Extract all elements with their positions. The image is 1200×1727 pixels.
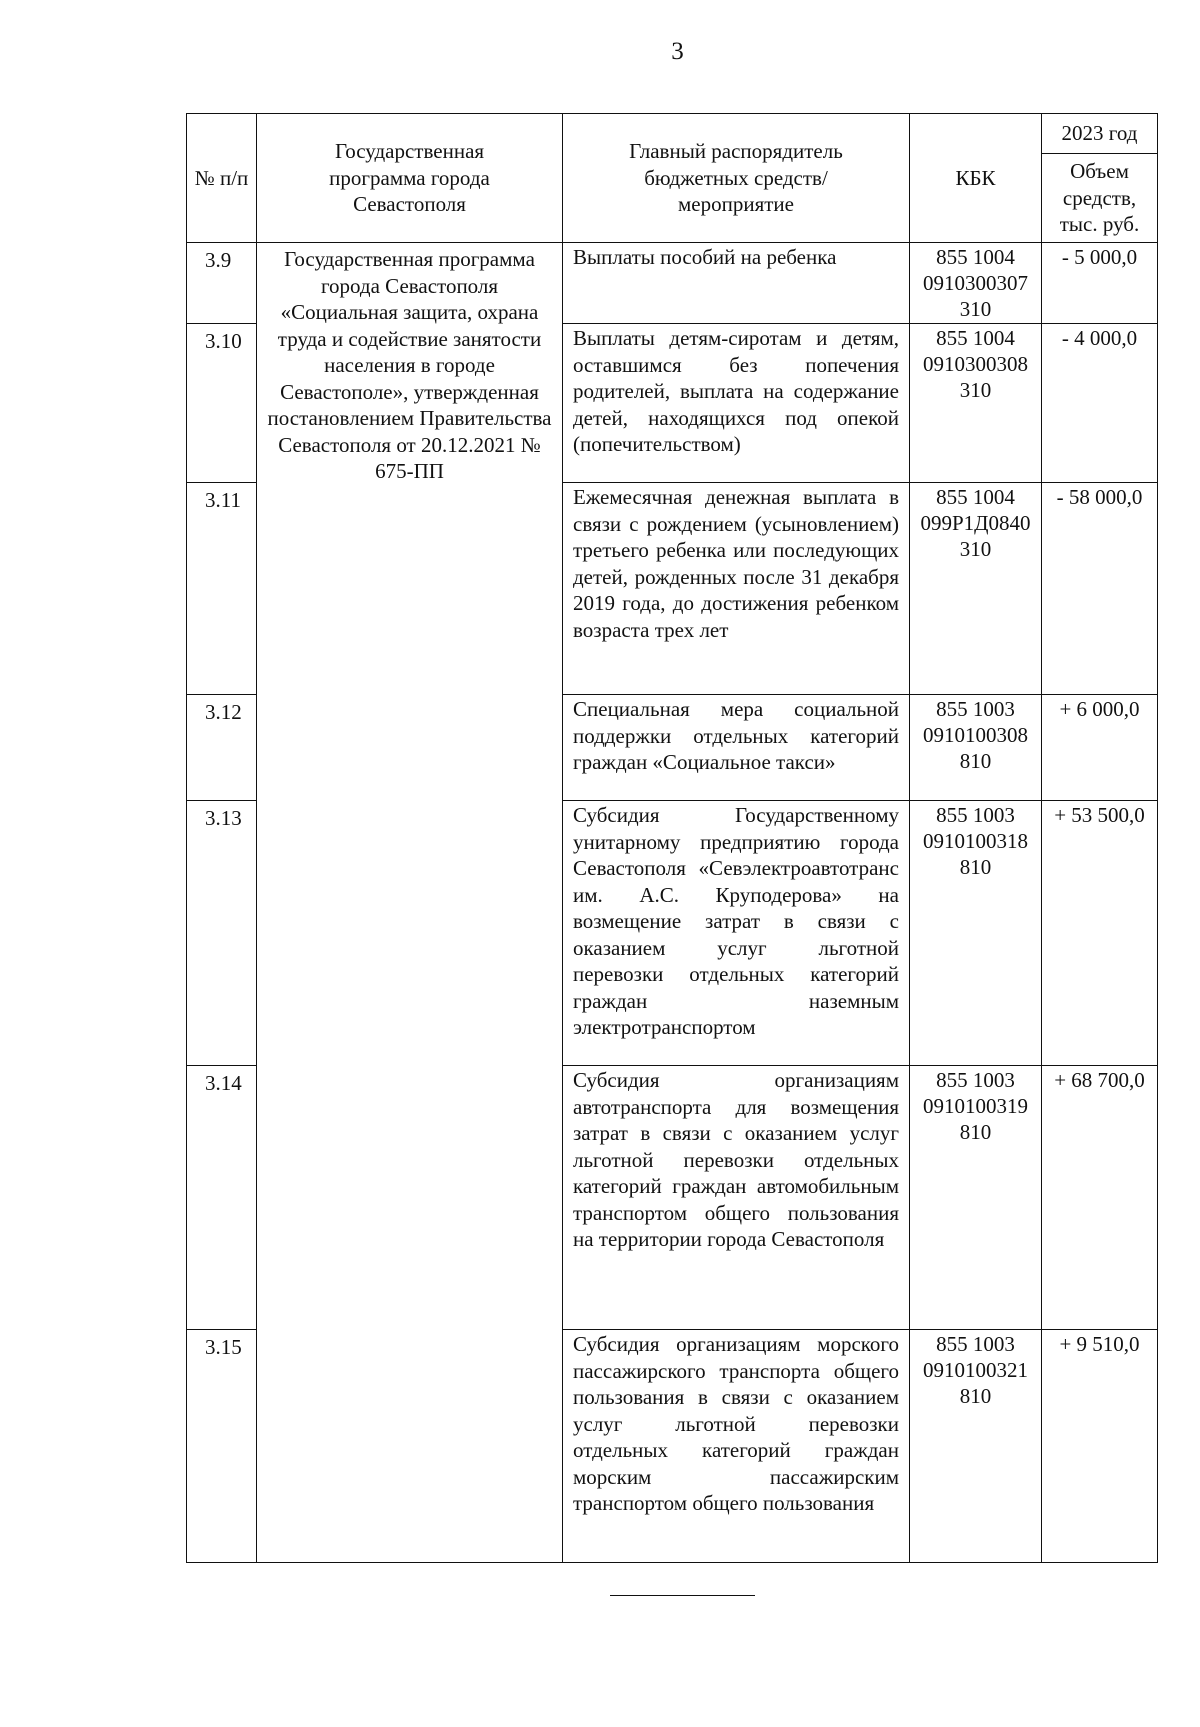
kbk-line: 855 1004 bbox=[936, 485, 1015, 509]
amount-cell: - 5 000,0 bbox=[1042, 243, 1158, 324]
kbk-cell bbox=[910, 483, 1042, 695]
row-number: 3.15 bbox=[187, 1330, 257, 1563]
kbk-line: 310 bbox=[959, 537, 992, 561]
header-volume: Объем средств, тыс. руб. bbox=[1042, 154, 1158, 243]
budget-table bbox=[186, 113, 1158, 1563]
amount-cell: - 4 000,0 bbox=[1042, 324, 1158, 483]
kbk-line: 0910300308 bbox=[923, 352, 1028, 376]
header-kbk: КБК bbox=[910, 114, 1042, 243]
row-number: 3.12 bbox=[187, 695, 257, 801]
amount-cell: + 68 700,0 bbox=[1042, 1066, 1158, 1330]
kbk-line: 810 bbox=[959, 1120, 992, 1144]
activity-cell: Выплаты пособий на ребенка bbox=[563, 243, 910, 324]
kbk-line: 0910100321 bbox=[923, 1358, 1028, 1382]
kbk-line: 099Р1Д0840 bbox=[920, 511, 1031, 535]
kbk-line: 0910100319 bbox=[923, 1094, 1028, 1118]
footer-divider bbox=[610, 1595, 755, 1596]
row-number: 3.10 bbox=[187, 324, 257, 483]
activity-cell: Выплаты детям-сиротам и детям, оставшимся без попечения родителей, выплата на содержание детей, находящихся под опекой (попечительством) bbox=[563, 324, 910, 483]
amount-cell: - 58 000,0 bbox=[1042, 483, 1158, 695]
kbk-line: 855 1003 bbox=[936, 1332, 1015, 1356]
page-number: 3 bbox=[671, 38, 684, 65]
kbk-line: 855 1004 bbox=[936, 326, 1015, 350]
program-cell: Государственная программа города Севастополя «Социальная защита, охрана труда и содействие занятости населения в городе Севастополе», утвержденная постановлением Правительства Севастополя от 20.12.2021 № 675-ПП bbox=[257, 243, 563, 1563]
kbk-cell bbox=[910, 695, 1042, 801]
row-number: 3.9 bbox=[187, 243, 257, 324]
row-number: 3.14 bbox=[187, 1066, 257, 1330]
row-number: 3.13 bbox=[187, 801, 257, 1066]
activity-cell: Субсидия организациям автотранспорта для возмещения затрат в связи с оказанием услуг льготной перевозки отдельных категорий граждан автомобильным транспортом общего пользования на территории города Севастополя bbox=[563, 1066, 910, 1330]
amount-cell: + 53 500,0 bbox=[1042, 801, 1158, 1066]
activity-cell: Субсидия Государственному унитарному предприятию города Севастополя «Севэлектроавтотранс им. А.С. Круподерова» на возмещение затрат в связи с оказанием услуг льготной перевозки отдельных категорий граждан наземным электротранспортом bbox=[563, 801, 910, 1066]
kbk-line: 0910300307 bbox=[923, 271, 1028, 295]
table-row bbox=[187, 243, 1158, 324]
kbk-line: 810 bbox=[959, 1384, 992, 1408]
kbk-line: 310 bbox=[959, 378, 992, 402]
amount-cell: + 9 510,0 bbox=[1042, 1330, 1158, 1563]
amount-cell: + 6 000,0 bbox=[1042, 695, 1158, 801]
activity-cell: Ежемесячная денежная выплата в связи с рождением (усыновлением) третьего ребенка или последующих детей, рожденных после 31 декабря 2019 года, до достижения ребенком возраста трех лет bbox=[563, 483, 910, 695]
activity-cell: Специальная мера социальной поддержки отдельных категорий граждан «Социальное такси» bbox=[563, 695, 910, 801]
kbk-line: 855 1003 bbox=[936, 697, 1015, 721]
kbk-line: 810 bbox=[959, 749, 992, 773]
activity-cell: Субсидия организациям морского пассажирского транспорта общего пользования в связи с оказанием услуг льготной перевозки отдельных категорий граждан морским пассажирским транспортом общего пользования bbox=[563, 1330, 910, 1563]
kbk-cell bbox=[910, 324, 1042, 483]
header-activity: Главный распорядитель бюджетных средств/мероприятие bbox=[563, 114, 910, 243]
kbk-line: 810 bbox=[959, 855, 992, 879]
kbk-cell bbox=[910, 801, 1042, 1066]
kbk-line: 855 1003 bbox=[936, 1068, 1015, 1092]
kbk-line: 0910100308 bbox=[923, 723, 1028, 747]
header-num: № п/п bbox=[187, 114, 257, 243]
header-year: 2023 год bbox=[1042, 114, 1158, 154]
kbk-line: 310 bbox=[959, 297, 992, 321]
kbk-line: 0910100318 bbox=[923, 829, 1028, 853]
row-number: 3.11 bbox=[187, 483, 257, 695]
kbk-line: 855 1004 bbox=[936, 245, 1015, 269]
header-program: Государственная программа города Севастополя bbox=[257, 114, 563, 243]
kbk-line: 855 1003 bbox=[936, 803, 1015, 827]
kbk-cell bbox=[910, 1330, 1042, 1563]
kbk-cell bbox=[910, 1066, 1042, 1330]
kbk-cell bbox=[910, 243, 1042, 324]
